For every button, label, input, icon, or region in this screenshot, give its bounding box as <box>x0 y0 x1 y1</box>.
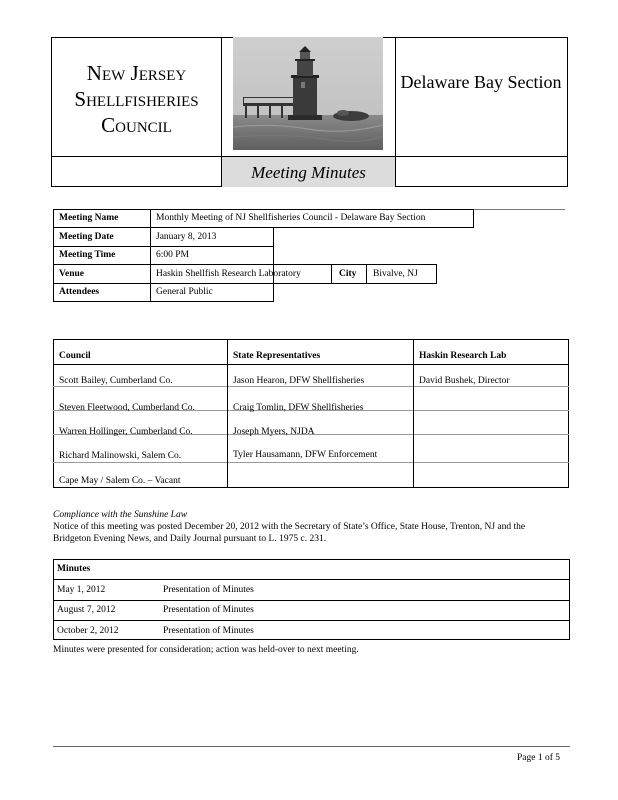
council-name-line-3: Council <box>101 113 172 137</box>
minutes-date: October 2, 2012 <box>57 626 119 636</box>
minutes-item: Presentation of Minutes <box>163 605 254 615</box>
attendee-cell: Warren Hollinger, Cumberland Co. <box>59 427 193 437</box>
doc-type-label: Meeting Minutes <box>251 163 366 182</box>
section-title: Delaware Bay Section <box>400 72 562 92</box>
sunshine-text-line1: Notice of this meeting was posted December 20, 2012 with the Secretary of State’s Office, State House, Trenton, NJ and the <box>53 522 526 532</box>
meeting-name-label: Meeting Name <box>59 213 119 223</box>
venue-label: Venue <box>59 269 84 279</box>
minutes-heading: Minutes <box>57 564 91 574</box>
sunshine-text-line2: Bridgeton Evening News, and Daily Journal pursuant to L. 1975 c. 231. <box>53 534 327 544</box>
footer-rule <box>53 746 570 747</box>
attendee-cell: Craig Tomlin, DFW Shellfisheries <box>233 403 364 413</box>
attendee-cell: Richard Malinowski, Salem Co. <box>59 451 182 461</box>
city-value: Bivalve, NJ <box>373 269 418 279</box>
attendee-cell: Scott Bailey, Cumberland Co. <box>59 376 173 386</box>
sunshine-heading: Compliance with the Sunshine Law <box>53 510 188 520</box>
attendee-cell: Steven Fleetwood, Cumberland Co. <box>59 403 195 413</box>
council-name-line-1: New Jersey <box>86 61 187 85</box>
col-header-state: State Representatives <box>233 351 321 361</box>
council-name <box>52 60 221 138</box>
attendees-label: Attendees <box>59 287 100 297</box>
meeting-name-value: Monthly Meeting of NJ Shellfisheries Council - Delaware Bay Section <box>156 213 426 223</box>
venue-value: Haskin Shellfish Research Laboratory <box>156 269 301 279</box>
col-header-haskin: Haskin Research Lab <box>419 351 507 361</box>
attendee-cell: Jason Hearon, DFW Shellfisheries <box>233 376 365 386</box>
attendees-value: General Public <box>156 287 213 297</box>
attendee-cell: Tyler Hausamann, DFW Enforcement <box>233 450 378 460</box>
minutes-item: Presentation of Minutes <box>163 626 254 636</box>
minutes-date: May 1, 2012 <box>57 585 106 595</box>
page-number: Page 1 of 5 <box>517 753 561 763</box>
meeting-time-value: 6:00 PM <box>156 250 189 260</box>
meeting-date-value: January 8, 2013 <box>156 232 217 242</box>
meeting-time-label: Meeting Time <box>59 250 116 260</box>
lighthouse-photo <box>233 37 383 150</box>
council-name-line-2: Shellfisheries <box>74 87 199 111</box>
minutes-date: August 7, 2012 <box>57 605 116 615</box>
city-label: City <box>339 269 357 279</box>
attendee-cell: David Bushek, Director <box>419 376 510 386</box>
col-header-council: Council <box>59 351 91 361</box>
meeting-date-label: Meeting Date <box>59 232 114 242</box>
attendee-cell: Cape May / Salem Co. – Vacant <box>59 476 181 486</box>
attendee-cell: Joseph Myers, NJDA <box>233 427 315 437</box>
minutes-note: Minutes were presented for consideration; action was held-over to next meeting. <box>53 645 359 655</box>
minutes-item: Presentation of Minutes <box>163 585 254 595</box>
